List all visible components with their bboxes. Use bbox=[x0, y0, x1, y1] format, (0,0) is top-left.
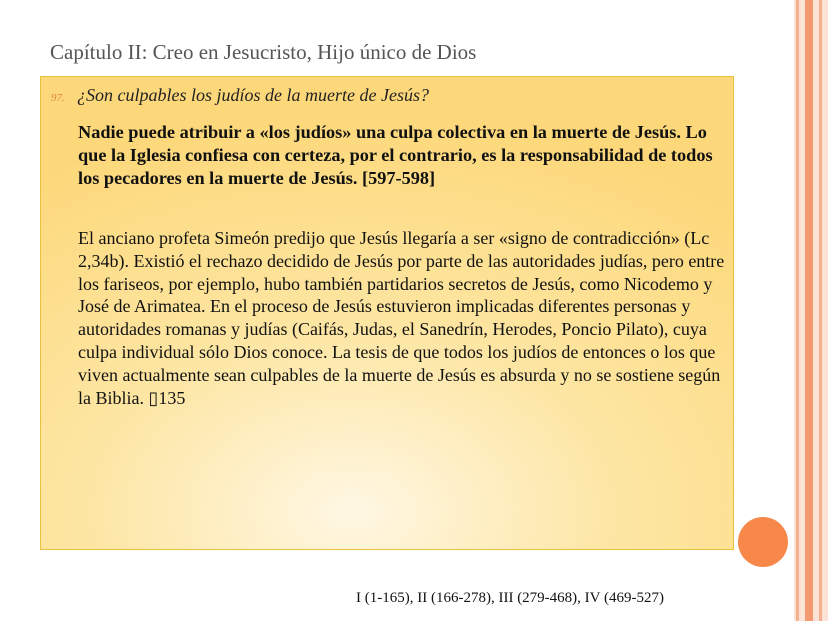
decorative-orange-circle bbox=[738, 517, 788, 567]
question-number: 97. bbox=[51, 92, 65, 104]
question-text: ¿Son culpables los judíos de la muerte de Jesús? bbox=[77, 85, 429, 105]
answer-summary: Nadie puede atribuir a «los judíos» una culpa colectiva en la muerte de Jesús. Lo que la Iglesia confiesa con certeza, por el contrario, es la responsabilidad de todos los pecadores en la muerte de Jesús. [597-598] bbox=[78, 122, 713, 188]
chapter-title: Capítulo II: Creo en Jesucristo, Hijo único de Dios bbox=[50, 40, 477, 64]
side-stripe-thin-right bbox=[819, 0, 822, 621]
side-stripe-thin-left bbox=[796, 0, 799, 621]
side-stripe-wide bbox=[805, 0, 813, 621]
question-row bbox=[51, 85, 429, 106]
answer-body: El anciano profeta Simeón predijo que Jesús llegaría a ser «signo de contradicción» (Lc 2,34b). Existió el rechazo decidido de Jesús por parte de las autoridades judías, pero entre los fariseos, por ejemplo, hubo también partidarios secretos de Jesús, como Nicodemo y José de Arimatea. En el proceso de Jesús estuvieron implicadas diferentes personas y autoridades romanas y judías (Caifás, Judas, el Sanedrín, Herodes, Poncio Pilato), cuya culpa individual sólo Dios conoce. La tesis de que todos los judíos de entonces o los que viven actualmente sean culpables de la muerte de Jesús es absurda y no se sostiene según la Biblia. ▯135 bbox=[78, 228, 725, 408]
content-box bbox=[40, 76, 734, 550]
decorative-side-stripes bbox=[794, 0, 828, 621]
footer-section-index: I (1-165), II (166-278), III (279-468), IV (469-527) bbox=[356, 590, 664, 606]
